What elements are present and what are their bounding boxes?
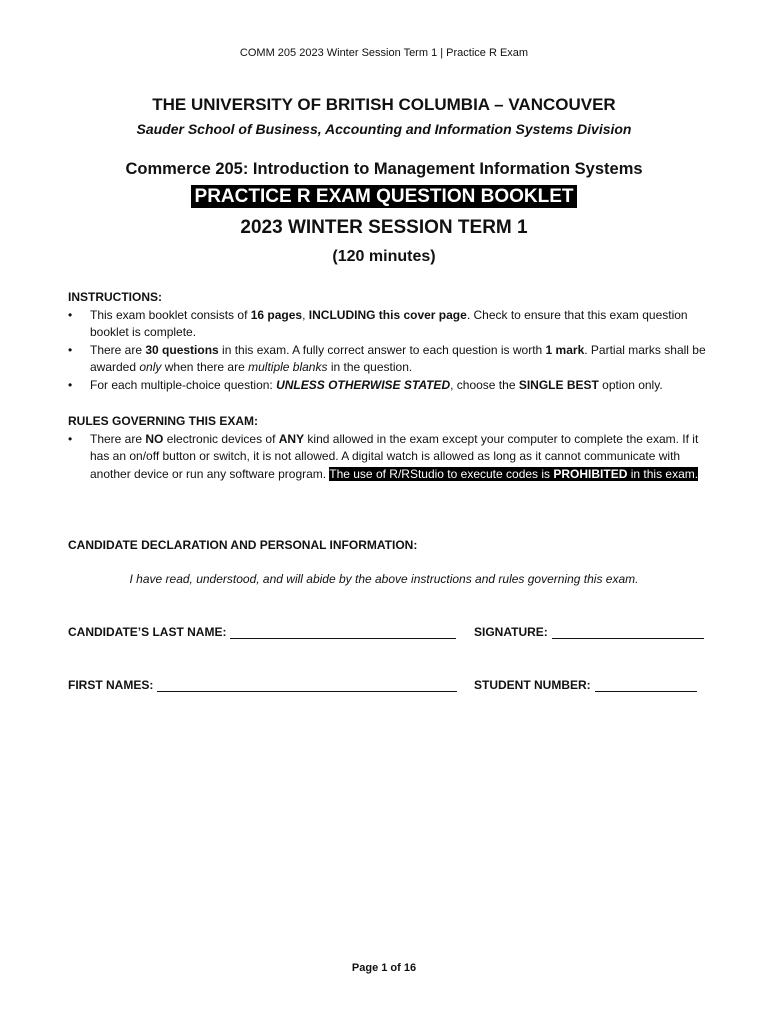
running-header: COMM 205 2023 Winter Session Term 1 | Practice R Exam (239, 47, 529, 59)
instructions-list (68, 307, 708, 395)
bold-run: 1 mark (545, 342, 585, 357)
bold-run: ANY (278, 431, 305, 446)
last-name-field (68, 625, 456, 639)
instructions-section (68, 289, 708, 394)
text-run: For each multiple-choice question: (90, 377, 277, 392)
rules-section (68, 413, 708, 483)
text-run: , (302, 307, 309, 322)
highlight-bold-run: PROHIBITED (553, 466, 628, 481)
declaration-statement: I have read, understood, and will abide by the above instructions and rules governing this exam. (129, 572, 639, 586)
session-title: 2023 WINTER SESSION TERM 1 (240, 217, 528, 238)
rules-list (68, 431, 708, 484)
text-run: in this exam. A fully correct answer to each question is worth (218, 342, 546, 357)
declaration-heading: CANDIDATE DECLARATION AND PERSONAL INFORMATION: (68, 538, 418, 552)
bold-run: INCLUDING this cover page (308, 307, 467, 322)
text-run: . Partial marks shall be awarded (90, 342, 706, 374)
highlight-run: in this exam. (627, 466, 699, 481)
text-run: There are (90, 342, 146, 357)
list-item (68, 307, 708, 342)
bold-run: SINGLE BEST (518, 377, 599, 392)
student-number-label: STUDENT NUMBER: (474, 678, 591, 692)
last-name-label: CANDIDATE’S LAST NAME: (68, 625, 227, 639)
rules-heading: RULES GOVERNING THIS EXAM: (68, 414, 259, 428)
text-run: There are (90, 431, 146, 446)
text-run: electronic devices of (163, 431, 279, 446)
first-names-field (68, 678, 457, 692)
signature-field (474, 625, 704, 639)
school-subtitle: Sauder School of Business, Accounting and Information Systems Division (136, 121, 632, 137)
signature-blank (552, 626, 704, 639)
list-item (68, 431, 708, 484)
page-number: Page 1 of 16 (351, 962, 417, 974)
booklet-title (0, 186, 768, 208)
instructions-heading: INSTRUCTIONS: (68, 290, 162, 304)
student-number-blank (595, 679, 697, 692)
list-item (68, 377, 708, 395)
student-number-field (474, 678, 697, 692)
text-run: , choose the (450, 377, 519, 392)
booklet-title-highlight: PRACTICE R EXAM QUESTION BOOKLET (191, 185, 578, 208)
text-run: in the question. (327, 360, 413, 374)
italic-run: only (139, 360, 162, 374)
last-name-blank (230, 626, 456, 639)
first-names-blank (157, 679, 457, 692)
text-run: option only. (598, 377, 663, 392)
university-title: THE UNIVERSITY OF BRITISH COLUMBIA – VANCOUVER (152, 95, 616, 114)
text-run: This exam booklet consists of (90, 307, 251, 322)
course-title: Commerce 205: Introduction to Management Information Systems (125, 160, 643, 178)
bold-run: 16 pages (250, 307, 303, 322)
text-run: kind allowed in the exam except your computer to complete the exam. If it has an on/off button or switch, it is not allowed. A digital watch is allowed as long as it cannot communicate with another device or run any software program. (90, 431, 699, 481)
bold-run: NO (145, 431, 164, 446)
bold-run: 30 questions (145, 342, 219, 357)
text-run: . Check to ensure that this exam question booklet is complete. (90, 307, 688, 339)
first-names-label: FIRST NAMES: (68, 678, 154, 692)
list-item (68, 342, 708, 377)
italic-run: multiple blanks (248, 360, 328, 374)
highlight-run: The use of R/RStudio to execute codes is (329, 466, 554, 481)
bold-italic-text: UNLESS OTHERWISE STATED (276, 377, 451, 392)
signature-label: SIGNATURE: (474, 625, 548, 639)
text-run: when there are (161, 360, 249, 374)
exam-duration: (120 minutes) (332, 248, 436, 265)
bold-italic-run (276, 378, 450, 392)
